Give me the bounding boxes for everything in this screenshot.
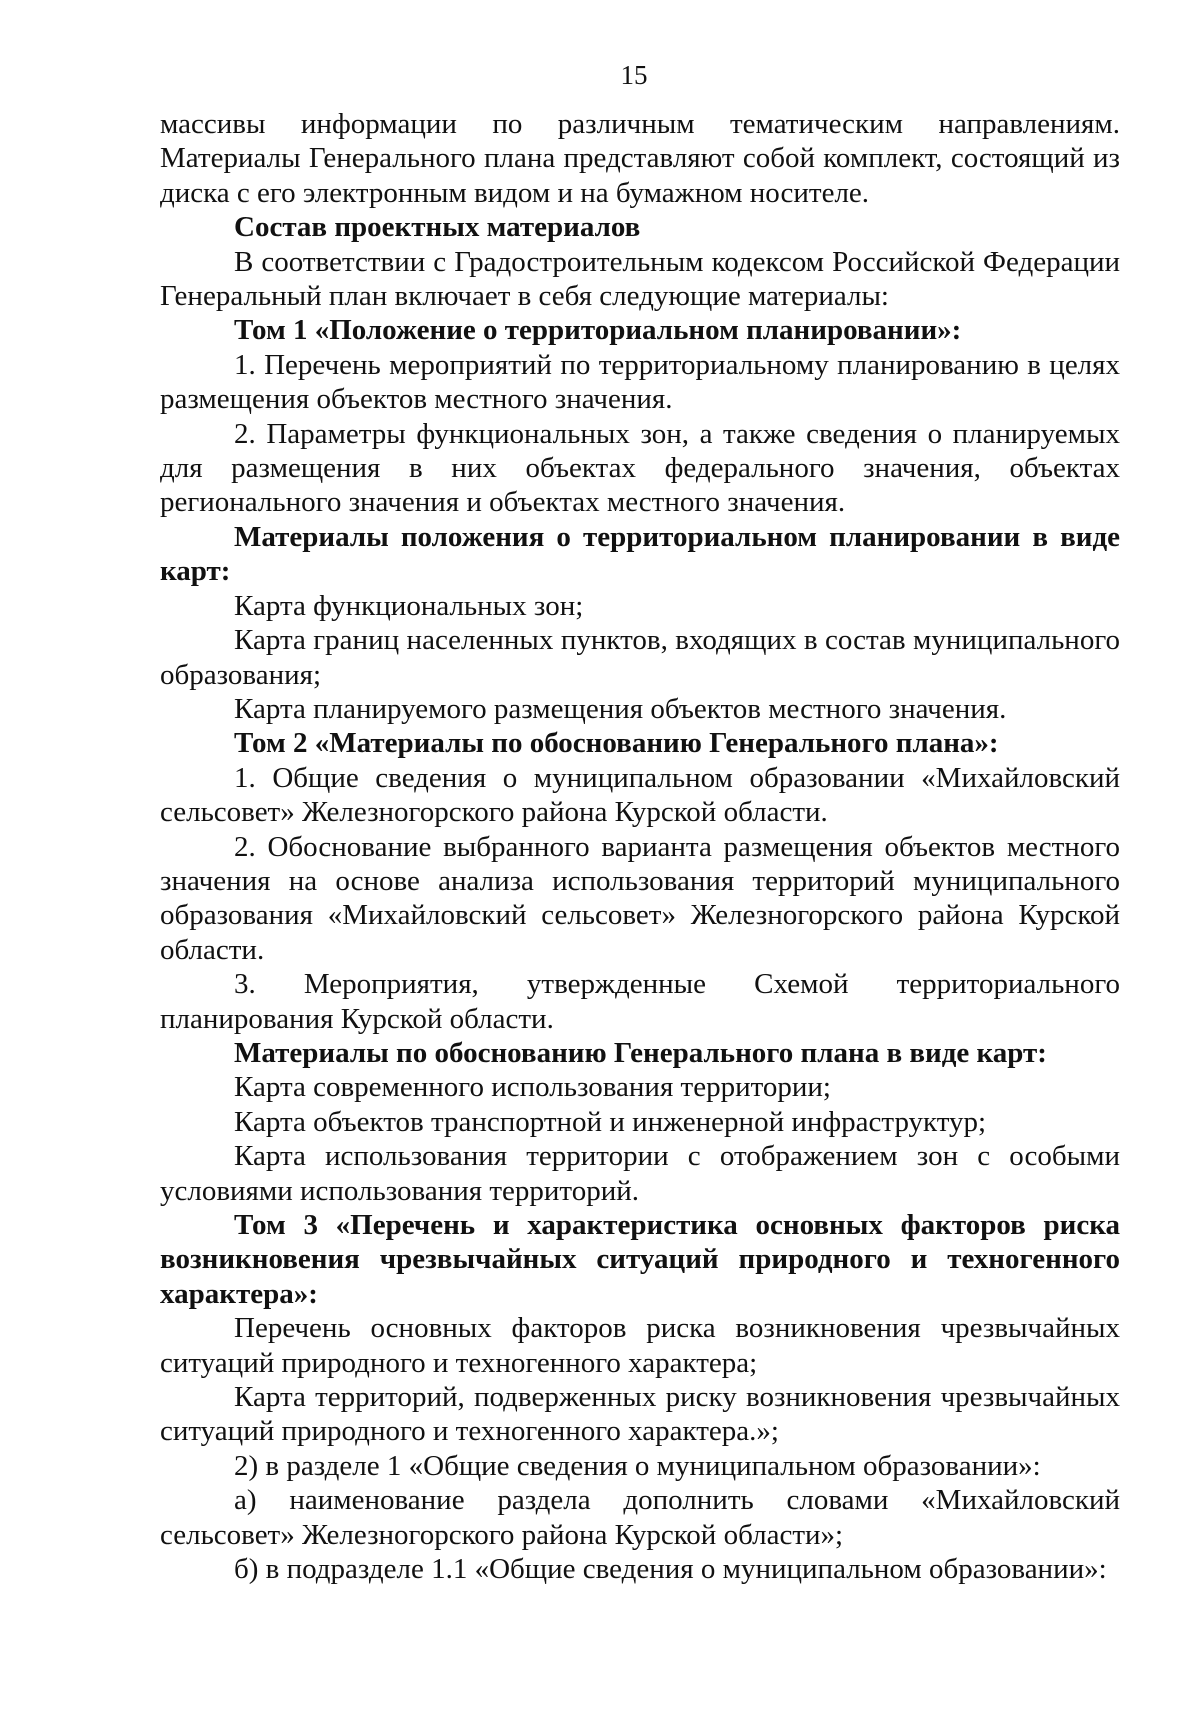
paragraph-intro: массивы информации по различным тематическим направлениям. Материалы Генерального плана представляют собой комплект, состоящий из диска с его электронным видом и на бумажном носителе.: [160, 108, 1120, 209]
heading-volume-3: Том 3 «Перечень и характеристика основных факторов риска возникновения чрезвычайных ситуаций природного и техногенного характера»:: [160, 1209, 1120, 1310]
map-item-infrastructure: Карта объектов транспортной и инженерной инфраструктур;: [234, 1105, 987, 1138]
list-item-volume-2-3: 3. Мероприятия, утвержденные Схемой территориального планирования Курской области.: [160, 968, 1120, 1035]
amendment-item-2: 2) в разделе 1 «Общие сведения о муниципальном образовании»:: [234, 1449, 1041, 1482]
list-item-volume-1-2: 2. Параметры функциональных зон, а также сведения о планируемых для размещения в них объектах федерального значения, объектах регионального значения и объектах местного значения.: [160, 417, 1120, 519]
page-number: 15: [620, 60, 648, 90]
map-item-functional-zones: Карта функциональных зон;: [234, 589, 584, 622]
map-item-local-objects: Карта планируемого размещения объектов местного значения.: [234, 692, 1007, 725]
heading-volume-1: Том 1 «Положение о территориальном планировании»:: [234, 314, 962, 347]
list-item-volume-2-1: 1. Общие сведения о муниципальном образовании «Михайловский сельсовет» Железногорского района Курской области.: [160, 761, 1120, 829]
amendment-item-2a: а) наименование раздела дополнить словами «Михайловский сельсовет» Железногорского района Курской области»;: [160, 1484, 1120, 1551]
document-body: [160, 107, 1120, 1586]
paragraph-code-reference: В соответствии с Градостроительным кодексом Российской Федерации Генеральный план включает в себя следующие материалы:: [160, 245, 1120, 313]
list-item-volume-2-2: 2. Обоснование выбранного варианта размещения объектов местного значения на основе анализа использования территорий муниципального образования «Михайловский сельсовет» Железногорского района Курской области.: [160, 830, 1120, 966]
list-item-risk-factors: Перечень основных факторов риска возникновения чрезвычайных ситуаций природного и техногенного характера;: [160, 1312, 1120, 1379]
amendment-item-2b: б) в подразделе 1.1 «Общие сведения о муниципальном образовании»:: [234, 1553, 1107, 1586]
map-item-risk-territories: Карта территорий, подверженных риску возникновения чрезвычайных ситуаций природного и техногенного характера.»;: [160, 1381, 1120, 1448]
map-item-settlement-boundaries: Карта границ населенных пунктов, входящих в состав муниципального образования;: [160, 624, 1120, 691]
heading-project-materials: Состав проектных материалов: [234, 211, 641, 244]
map-item-current-land-use: Карта современного использования территории;: [234, 1071, 831, 1104]
map-item-special-zones: Карта использования территории с отображением зон с особыми условиями использования территорий.: [160, 1140, 1120, 1207]
list-item-volume-1-1: 1. Перечень мероприятий по территориальному планированию в целях размещения объектов местного значения.: [160, 348, 1120, 416]
heading-volume-2: Том 2 «Материалы по обоснованию Генерального плана»:: [234, 727, 999, 760]
heading-volume-2-maps: Материалы по обоснованию Генерального плана в виде карт:: [234, 1036, 1047, 1069]
heading-volume-1-maps: Материалы положения о территориальном планировании в виде карт:: [160, 520, 1120, 588]
